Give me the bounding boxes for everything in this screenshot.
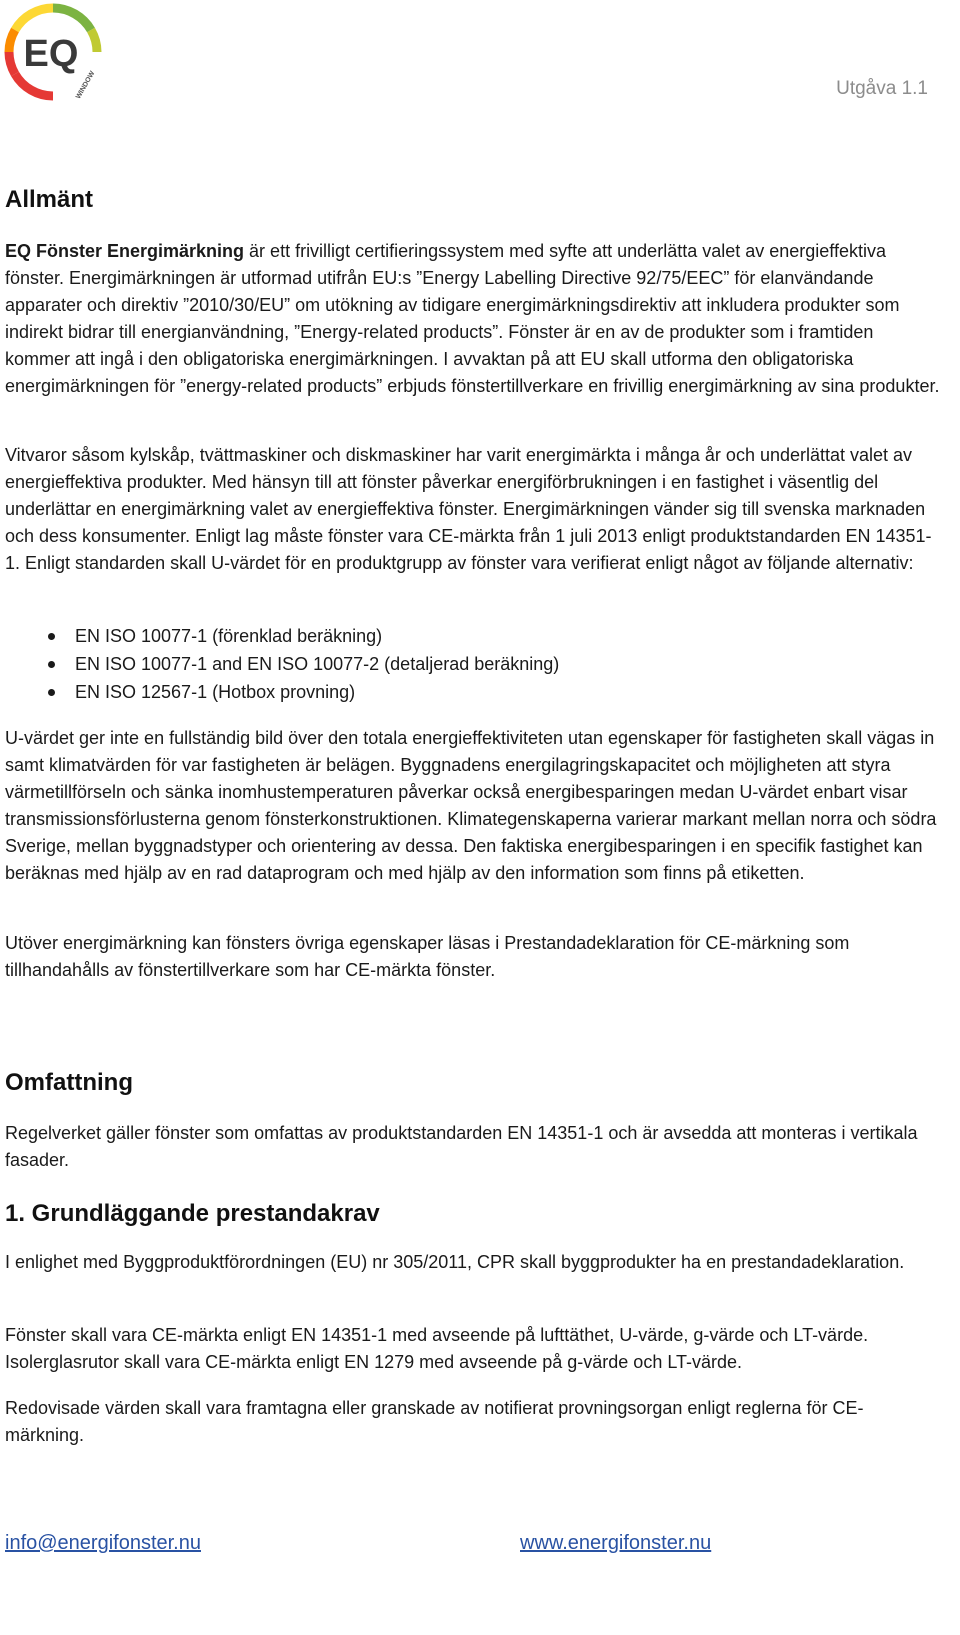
requirements-paragraph-1: I enlighet med Byggproduktförordningen (EU) nr 305/2011, CPR skall byggprodukter ha en prestandadeklaration.	[5, 1252, 905, 1272]
logo-text: EQ	[23, 33, 79, 75]
logo-subtext: WINDOW	[74, 70, 97, 101]
general-paragraph-3: U-värdet ger inte en fullständig bild över den totala energieffektiviteten utan egenskaper för fastigheten skall vägas in samt klimatvärden för var fastigheten är belägen. Byggnadens energilagringskapacitet och möjligheten att styra värmetillförseln och sänka inomhustemperaturen påverkar också energibesparingen medan U-värdet enbart visar transmissionsförlusterna genom fönsterkonstruktionen. Klimategenskaperna varierar markant mellan norra och södra Sverige, mellan byggnadstyper och orientering av dessa. Den faktiska energibesparingen i en specifik fastighet kan beräknas med hjälp av en rad dataprogram och med hjälp av den information som finns på etiketten.	[5, 728, 937, 883]
list-item: EN ISO 12567-1 (Hotbox provning)	[5, 678, 559, 706]
heading-scope: Omfattning	[5, 1069, 133, 1096]
footer-website-link[interactable]: www.energifonster.nu	[520, 1532, 712, 1554]
general-paragraph-1	[5, 238, 940, 400]
standards-list	[5, 622, 559, 706]
edition-label: Utgåva 1.1	[836, 78, 928, 99]
general-paragraph-4: Utöver energimärkning kan fönsters övriga egenskaper läsas i Prestandadeklaration för CE-märkning som tillhandahålls av fönstertillverkare som har CE-märkta fönster.	[5, 933, 850, 980]
eq-window-logo	[3, 2, 103, 102]
general-paragraph-1-text: är ett frivilligt certifieringssystem med syfte att underlätta valet av energieffektiva fönster. Energimärkningen är utformad utifrån EU:s ”Energy Labelling Directive 92/75/EEC” för elanvändande apparater och direktiv ”2010/30/EU” om utökning av tidigare energimärkningsdirektiv att inkludera produkter som indirekt bidrar till energianvändning, ”Energy-related products”. Fönster är en av de produkter som i framtiden kommer att ingå i den obligatoriska energimärkningen. I avvaktan på att EU skall utforma den obligatoriska energimärkningen för ”energy-related products” erbjuds fönstertillverkare en frivillig energimärkning av sina produkter.	[5, 241, 940, 396]
list-item: EN ISO 10077-1 (förenklad beräkning)	[5, 622, 559, 650]
scope-paragraph: Regelverket gäller fönster som omfattas av produktstandarden EN 14351-1 och är avsedda att monteras i vertikala fasader.	[5, 1123, 918, 1170]
list-item: EN ISO 10077-1 and EN ISO 10077-2 (detaljerad beräkning)	[5, 650, 559, 678]
heading-requirements: 1. Grundläggande prestandakrav	[5, 1200, 380, 1227]
product-name: EQ Fönster Energimärkning	[5, 241, 245, 261]
requirements-paragraph-2: Fönster skall vara CE-märkta enligt EN 14351-1 med avseende på lufttäthet, U-värde, g-värde och LT-värde. Isolerglasrutor skall vara CE-märkta enligt EN 1279 med avseende på g-värde och LT-värde.	[5, 1325, 869, 1372]
heading-general: Allmänt	[5, 186, 94, 213]
footer-email-link[interactable]: info@energifonster.nu	[5, 1532, 201, 1554]
requirements-paragraph-3: Redovisade värden skall vara framtagna eller granskade av notifierat provningsorgan enligt reglerna för CE-märkning.	[5, 1398, 864, 1445]
general-paragraph-2: Vitvaror såsom kylskåp, tvättmaskiner och diskmaskiner har varit energimärkta i många år och underlättat valet av energieffektiva produkter. Med hänsyn till att fönster påverkar energiförbrukningen i en fastighet i väsentlig del underlättar en energimärkning valet av energieffektiva fönster. Energimärkningen vänder sig till svenska marknaden och dess konsumenter. Enligt lag måste fönster vara CE-märkta från 1 juli 2013 enligt produktstandarden EN 14351-1. Enligt standarden skall U-värdet för en produktgrupp av fönster vara verifierat enligt något av följande alternativ:	[5, 445, 932, 573]
